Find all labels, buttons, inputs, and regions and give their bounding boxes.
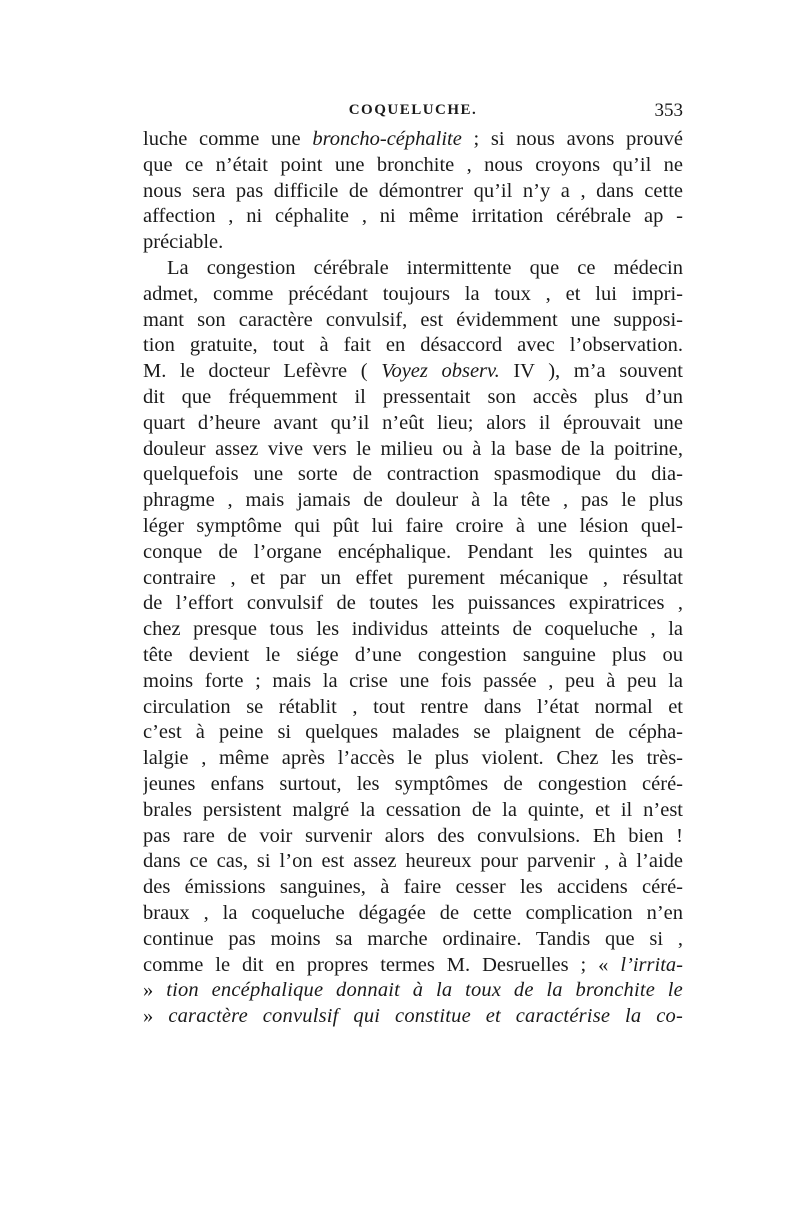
text-line: mant son caractère convulsif, est évidemment une supposi- [143,308,683,331]
text-line: tion gratuite, tout à fait en désaccord avec l’observation. [143,334,683,357]
text-line: chez presque tous les individus atteints de coqueluche , la [143,618,683,641]
text-line: moins forte ; mais la crise une fois passée , peu à peu la [143,669,683,692]
running-header [143,102,683,124]
quote-line: » tion encéphalique donnait à la toux de la bronchite le [143,979,683,1002]
text-line: comme le dit en propres termes M. Desruelles ; « l’irrita- [143,953,683,976]
text-line: pas rare de voir survenir alors des convulsions. Eh bien ! [143,824,683,847]
text-line: luche comme une broncho-céphalite ; si nous avons prouvé [143,128,683,150]
text-line: c’est à peine si quelques malades se plaignent de cépha- [143,721,683,744]
text-line: que ce n’était point une bronchite , nous croyons qu’il ne [143,153,683,176]
text-line: dans ce cas, si l’on est assez heureux pour parvenir , à l’aide [143,850,683,873]
running-title: COQUELUCHE. [348,102,478,118]
text-line: M. le docteur Lefèvre ( Voyez observ. IV ), m’a souvent [143,360,683,383]
text-line: lalgie , même après l’accès le plus violent. Chez les très- [143,747,683,770]
text-line: quelquefois une sorte de contraction spasmodique du dia- [143,463,683,486]
quote-line: » caractère convulsif qui constitue et caractérise la co- [143,1005,683,1028]
text-line: brales persistent malgré la cessation de la quinte, et il n’est [143,798,683,821]
text-line: nous sera pas difficile de démontrer qu’il n’y a , dans cette [143,179,683,202]
text-line: jeunes enfans surtout, les symptômes de congestion céré- [143,772,683,795]
text-line: conque de l’organe encéphalique. Pendant les quintes au [143,540,683,563]
text-line: léger symptôme qui pût lui faire croire à une lésion quel- [143,514,683,537]
text-line: douleur assez vive vers le milieu ou à la base de la poitrine, [143,437,683,460]
text-line: continue pas moins sa marche ordinaire. Tandis que si , [143,927,683,950]
text-line: phragme , mais jamais de douleur à la tête , pas le plus [143,489,683,512]
text-line: de l’effort convulsif de toutes les puissances expiratrices , [143,592,683,615]
text-line: circulation se rétablit , tout rentre dans l’état normal et [143,695,683,718]
text-line: quart d’heure avant qu’il n’eût lieu; alors il éprouvait une [143,411,683,434]
body-text [143,127,683,1030]
text-line: dit que fréquemment il pressentait son accès plus d’un [143,385,683,408]
text-line: affection , ni céphalite , ni même irritation cérébrale ap - [143,205,683,228]
text-line: admet, comme précédant toujours la toux , et lui impri- [143,282,683,305]
page-number: 353 [654,100,683,121]
paragraph-first-line: La congestion cérébrale intermittente que ce médecin [167,256,683,279]
text-line: tête devient le siége d’une congestion sanguine plus ou [143,643,683,666]
text-line: contraire , et par un effet purement mécanique , résultat [143,566,683,589]
text-line: braux , la coqueluche dégagée de cette complication n’en [143,901,683,924]
text-line: des émissions sanguines, à faire cesser les accidens céré- [143,876,683,899]
text-line: préciable. [143,231,224,254]
